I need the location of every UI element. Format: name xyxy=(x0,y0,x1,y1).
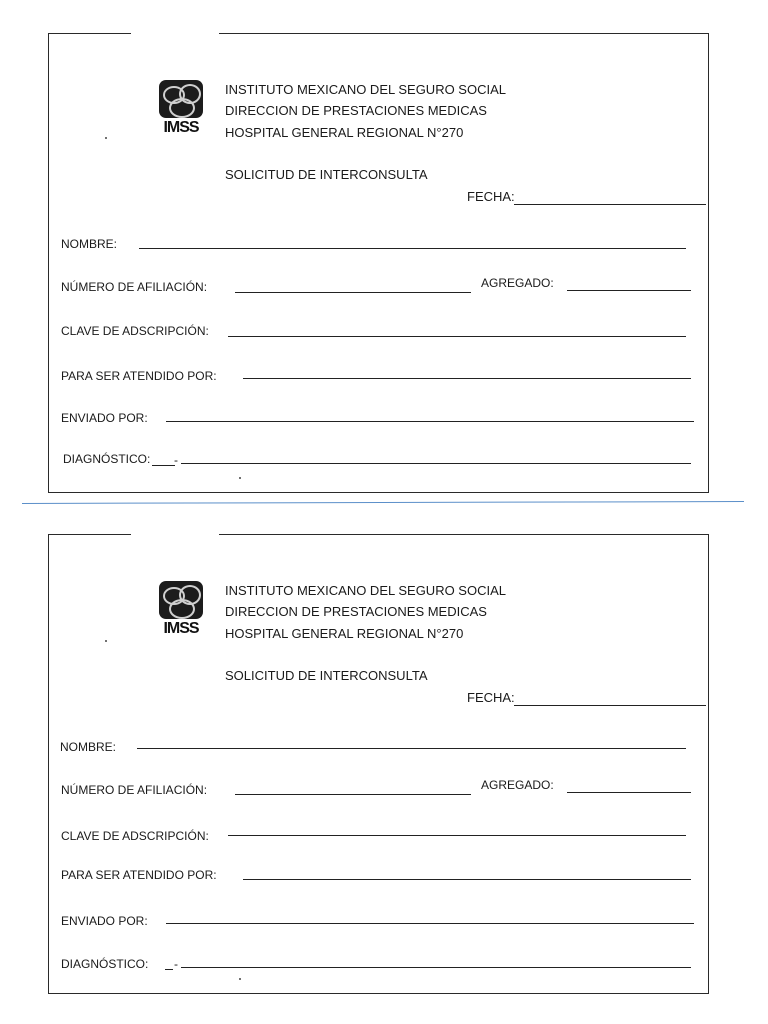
clave-adscripcion-field[interactable] xyxy=(228,835,686,836)
para-ser-atendido-field[interactable] xyxy=(243,879,691,880)
enviado-por-label: ENVIADO POR: xyxy=(61,411,148,425)
department-name: DIRECCION DE PRESTACIONES MEDICAS xyxy=(225,103,487,118)
institution-name: INSTITUTO MEXICANO DEL SEGURO SOCIAL xyxy=(225,82,506,97)
para-ser-atendido-field[interactable] xyxy=(243,378,691,379)
diagnostico-mark: - xyxy=(174,957,178,971)
department-name: DIRECCION DE PRESTACIONES MEDICAS xyxy=(225,604,487,619)
enviado-por-field[interactable] xyxy=(166,923,694,924)
para-ser-atendido-label: PARA SER ATENDIDO POR: xyxy=(61,369,217,383)
diagnostico-short-line xyxy=(165,969,173,970)
agregado-label: AGREGADO: xyxy=(481,276,554,290)
fecha-label: FECHA: xyxy=(467,690,515,705)
fecha-field[interactable] xyxy=(514,705,706,706)
numero-afiliacion-label: NÚMERO DE AFILIACIÓN: xyxy=(61,280,208,294)
agregado-field[interactable] xyxy=(567,792,691,793)
clave-adscripcion-label: CLAVE DE ADSCRIPCIÓN: xyxy=(61,324,209,338)
diagnostico-label: DIAGNÓSTICO: xyxy=(61,957,149,971)
clave-adscripcion-label: CLAVE DE ADSCRIPCIÓN: xyxy=(61,829,209,843)
nombre-label: NOMBRE: xyxy=(61,237,118,251)
hospital-name: HOSPITAL GENERAL REGIONAL N°270 xyxy=(225,626,464,641)
imss-emblem-icon xyxy=(159,581,203,619)
nombre-field[interactable] xyxy=(137,748,686,749)
institution-name: INSTITUTO MEXICANO DEL SEGURO SOCIAL xyxy=(225,583,506,598)
imss-emblem-icon xyxy=(159,80,203,118)
enviado-por-label: ENVIADO POR: xyxy=(61,914,148,928)
imss-logo xyxy=(154,80,208,137)
nombre-field[interactable] xyxy=(139,248,686,249)
diagnostico-label: DIAGNÓSTICO: xyxy=(63,452,151,466)
numero-afiliacion-field[interactable] xyxy=(235,292,471,293)
diagnostico-field[interactable] xyxy=(181,967,691,968)
interconsulta-form-bottom xyxy=(48,534,709,994)
cut-separator-line xyxy=(22,501,744,504)
imss-logo-text: IMSS xyxy=(163,620,199,637)
numero-afiliacion-field[interactable] xyxy=(235,794,471,795)
nombre-label: NOMBRE: xyxy=(60,740,117,754)
form-title: SOLICITUD DE INTERCONSULTA xyxy=(225,167,428,182)
diagnostico-mark: - xyxy=(174,453,178,467)
para-ser-atendido-label: PARA SER ATENDIDO POR: xyxy=(61,868,217,882)
clave-adscripcion-field[interactable] xyxy=(228,336,686,337)
form-title: SOLICITUD DE INTERCONSULTA xyxy=(225,668,428,683)
diagnostico-short-line xyxy=(152,465,175,466)
imss-logo xyxy=(154,581,208,638)
diagnostico-field[interactable] xyxy=(181,463,691,464)
numero-afiliacion-label: NÚMERO DE AFILIACIÓN: xyxy=(61,783,208,797)
agregado-field[interactable] xyxy=(567,290,691,291)
fecha-label: FECHA: xyxy=(467,189,515,204)
agregado-label: AGREGADO: xyxy=(481,778,554,792)
hospital-name: HOSPITAL GENERAL REGIONAL N°270 xyxy=(225,125,464,140)
interconsulta-form-top xyxy=(48,33,709,493)
fecha-field[interactable] xyxy=(514,204,706,205)
enviado-por-field[interactable] xyxy=(166,421,694,422)
imss-logo-text: IMSS xyxy=(163,119,199,136)
